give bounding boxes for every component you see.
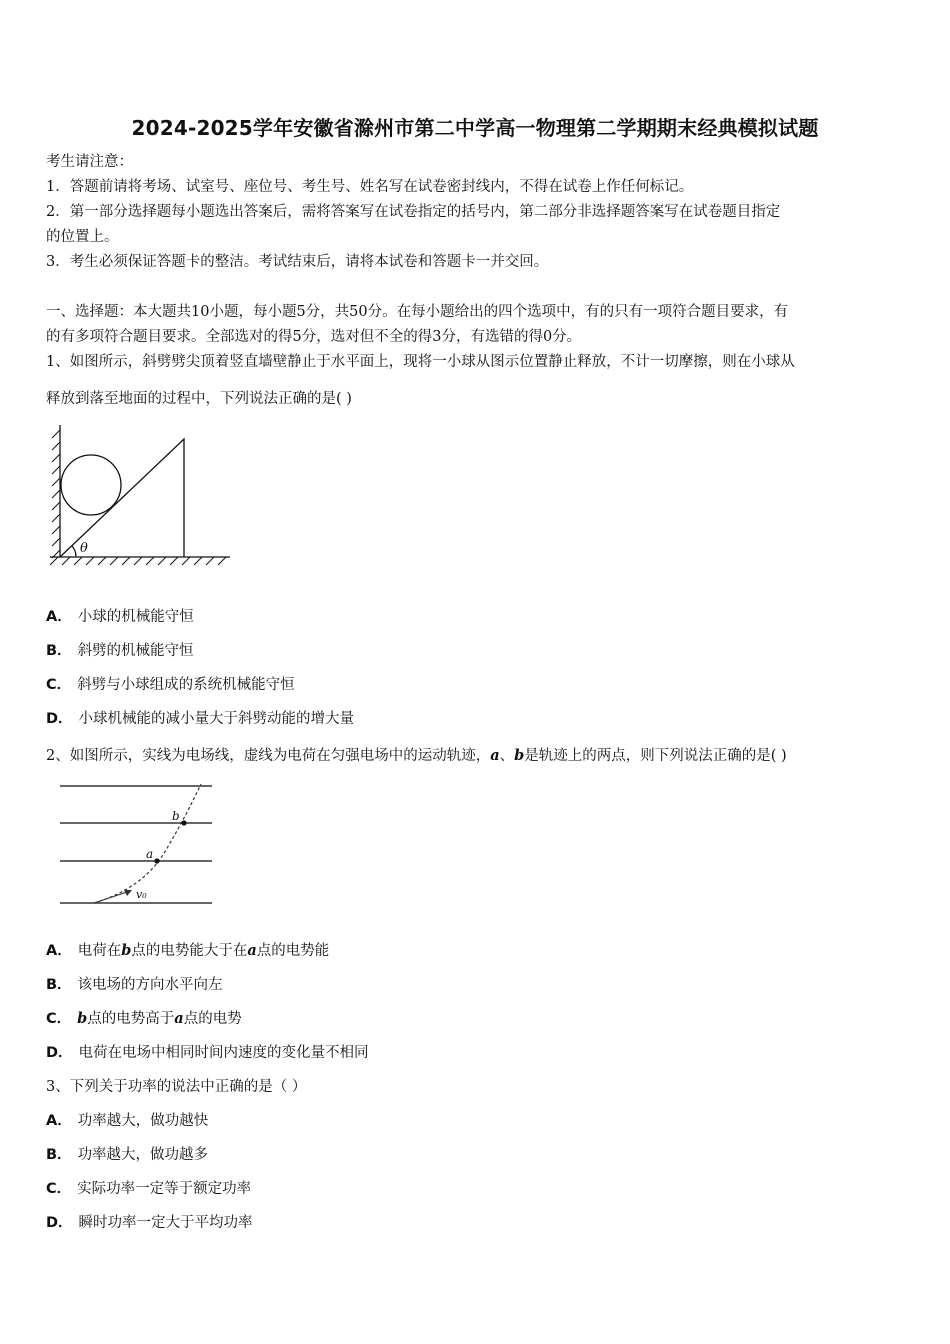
q2-option-b[interactable] [46, 975, 223, 995]
q2-stem-post: 是轨迹上的两点，则下列说法正确的是( ) [524, 748, 787, 764]
section-instructions-2: 的有多项符合题目要求。全部选对的得5分，选对但不全的得3分，有选错的得0分。 [46, 329, 582, 345]
option-text: 电荷在 [77, 943, 122, 959]
option-letter: C． [46, 1181, 72, 1197]
option-letter: D． [46, 1045, 73, 1061]
q3-option-c[interactable] [46, 1179, 251, 1199]
option-text: 电荷在电场中相同时间内速度的变化量不相同 [78, 1045, 369, 1061]
ball [61, 455, 121, 515]
q2-option-c[interactable] [46, 1009, 242, 1029]
option-text: 功率越大，做功越多 [77, 1147, 209, 1163]
option-var: b [77, 1010, 88, 1027]
option-var: a [247, 942, 257, 959]
q1-option-b[interactable] [46, 641, 194, 661]
q2-var-a: a [490, 747, 500, 764]
ground-hatch [50, 557, 226, 565]
option-text: 小球机械能的减小量大于斜劈动能的增大量 [78, 711, 355, 727]
notice-item-2: 2．第一部分选择题每小题选出答案后，需将答案写在试卷指定的括号内，第二部分非选择题答案写在试卷题目指定 [46, 204, 781, 220]
option-text: 点的电势能大于在 [131, 943, 248, 959]
point-b [181, 820, 186, 825]
q2-stem [46, 746, 906, 766]
q2-sep: 、 [499, 748, 515, 764]
point-a [154, 858, 159, 863]
wedge [60, 439, 184, 557]
velocity-arrow [94, 891, 130, 903]
option-letter: D． [46, 1215, 73, 1231]
notice-heading: 考生请注意： [46, 154, 133, 170]
q2-option-a[interactable] [46, 941, 329, 961]
notice-item-2-cont: 的位置上。 [46, 229, 119, 245]
q1-stem-1: 1、如图所示，斜劈劈尖顶着竖直墙壁静止于水平面上，现将一小球从图示位置静止释放，不计一切摩擦，则在小球从 [46, 354, 795, 370]
option-letter: B． [46, 643, 72, 659]
q1-wedge-figure [46, 420, 236, 570]
option-var: b [121, 942, 132, 959]
option-text: 点的电势 [183, 1011, 242, 1027]
q2-field-figure [56, 778, 216, 910]
option-letter: B． [46, 1147, 72, 1163]
q1-option-c[interactable] [46, 675, 295, 695]
notice-item-1: 1．答题前请将考场、试室号、座位号、考生号、姓名写在试卷密封线内，不得在试卷上作任何标记。 [46, 179, 694, 195]
option-letter: D． [46, 711, 73, 727]
option-text: 斜劈的机械能守恒 [77, 643, 194, 659]
q3-option-b[interactable] [46, 1145, 208, 1165]
trajectory [94, 784, 201, 903]
option-letter: C． [46, 677, 72, 693]
option-letter: A． [46, 609, 72, 625]
option-text: 小球的机械能守恒 [77, 609, 194, 625]
option-letter: B． [46, 977, 72, 993]
q1-option-d[interactable] [46, 709, 354, 729]
q2-option-d[interactable] [46, 1043, 369, 1063]
option-var: a [174, 1010, 184, 1027]
option-text: 点的电势高于 [87, 1011, 175, 1027]
option-letter: C． [46, 1011, 72, 1027]
q3-option-d[interactable] [46, 1213, 253, 1233]
option-letter: A． [46, 1113, 72, 1129]
label-a: a [146, 847, 154, 861]
wall-hatch [52, 430, 60, 558]
q1-stem-2: 释放到落至地面的过程中，下列说法正确的是( ) [46, 391, 352, 407]
label-v0: v₀ [136, 888, 147, 901]
angle-arc [72, 546, 76, 557]
q3-option-a[interactable] [46, 1111, 208, 1131]
q3-stem: 3、下列关于功率的说法中正确的是（ ） [46, 1079, 307, 1095]
option-letter: A． [46, 943, 72, 959]
option-text: 斜劈与小球组成的系统机械能守恒 [77, 677, 295, 693]
option-text: 点的电势能 [256, 943, 330, 959]
option-text: 功率越大，做功越快 [77, 1113, 209, 1129]
q2-stem-pre: 2、如图所示，实线为电场线，虚线为电荷在匀强电场中的运动轨迹， [46, 748, 491, 764]
section-instructions-1: 一、选择题：本大题共10小题，每小题5分，共50分。在每小题给出的四个选项中，有的只有一项符合题目要求，有 [46, 304, 789, 320]
q1-option-a[interactable] [46, 607, 194, 627]
page-title: 2024-2025学年安徽省滁州市第二中学高一物理第二学期期末经典模拟试题 [131, 116, 819, 140]
label-b: b [172, 809, 180, 823]
theta-label: θ [80, 541, 88, 556]
option-text: 瞬时功率一定大于平均功率 [78, 1215, 253, 1231]
option-text: 实际功率一定等于额定功率 [77, 1181, 252, 1197]
notice-item-3: 3．考生必须保证答题卡的整洁。考试结束后，请将本试卷和答题卡一并交回。 [46, 254, 549, 270]
q2-var-b: b [514, 747, 525, 764]
option-text: 该电场的方向水平向左 [77, 977, 223, 993]
